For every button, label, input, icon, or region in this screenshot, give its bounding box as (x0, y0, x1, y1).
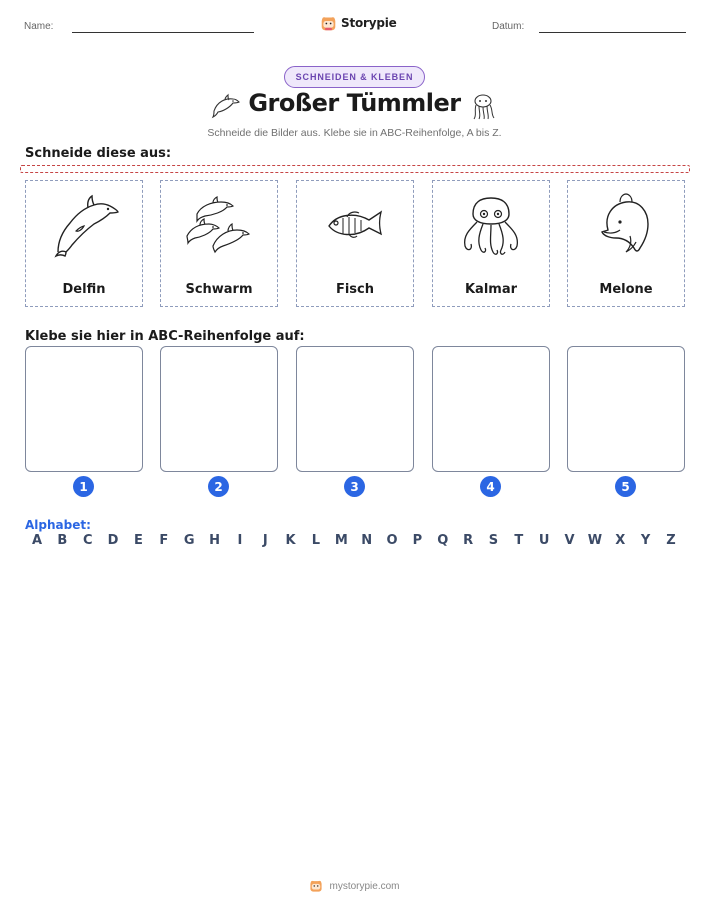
alphabet-letter: J (262, 533, 268, 548)
cut-card-3[interactable] (296, 180, 414, 307)
brand-name: Storypie (341, 16, 397, 30)
slot-number-badge: 2 (208, 476, 229, 497)
alphabet-letter: D (107, 533, 119, 548)
alphabet-letter: W (587, 533, 603, 548)
alphabet-letter: B (57, 533, 68, 548)
cut-card-4[interactable] (432, 180, 550, 307)
instructions: Schneide die Bilder aus. Klebe sie in ABC-Reihenfolge, A bis Z. (207, 127, 502, 139)
alphabet-letter: G (183, 533, 195, 548)
alphabet-letter: U (538, 533, 550, 548)
alphabet-label: Alphabet: (25, 518, 91, 532)
slot-number-badge: 5 (615, 476, 636, 497)
date-label: Datum: (492, 21, 525, 32)
alphabet-letter: K (285, 533, 296, 548)
slot-number-badge: 4 (480, 476, 501, 497)
cut-card-word: Fisch (335, 282, 375, 297)
footer (0, 879, 709, 893)
paste-slot-4[interactable] (432, 346, 550, 472)
cut-card-2[interactable] (160, 180, 278, 307)
alphabet-letter: L (311, 533, 321, 548)
slot-number-badge: 3 (344, 476, 365, 497)
cut-card-1[interactable] (25, 180, 143, 307)
alphabet-letter: X (615, 533, 626, 548)
alphabet-letter: T (514, 533, 524, 548)
alphabet-letter: S (488, 533, 499, 548)
cut-card-word: Melone (599, 282, 653, 297)
paste-slot-5[interactable] (567, 346, 685, 472)
cut-section-label: Schneide diese aus: (25, 146, 172, 161)
name-line[interactable] (72, 32, 254, 33)
brand (320, 13, 397, 33)
alphabet-letter: Y (640, 533, 651, 548)
squid-deco-icon (468, 91, 498, 121)
dolphin-pod-icon (183, 190, 255, 260)
melon-head-icon (590, 190, 662, 260)
activity-badge: SCHNEIDEN & KLEBEN (284, 66, 425, 88)
alphabet-letter: O (386, 533, 398, 548)
paste-section-label: Klebe sie hier in ABC-Reihenfolge auf: (25, 329, 305, 344)
alphabet-row (25, 533, 683, 548)
cut-card-word: Schwarm (185, 282, 253, 297)
cut-line (20, 165, 690, 173)
alphabet-letter: H (209, 533, 220, 548)
cut-card-5[interactable] (567, 180, 685, 307)
alphabet-letter: P (412, 533, 423, 548)
storypie-logo-icon (320, 15, 337, 32)
alphabet-letter: M (334, 533, 348, 548)
name-label: Name: (24, 21, 54, 32)
alphabet-letter: N (361, 533, 373, 548)
paste-slot-1[interactable] (25, 346, 143, 472)
alphabet-letter: F (159, 533, 169, 548)
alphabet-letter: Z (666, 533, 676, 548)
alphabet-letter: R (463, 533, 474, 548)
alphabet-letter: C (82, 533, 93, 548)
slot-number-badge: 1 (73, 476, 94, 497)
page-title: Großer Tümmler (248, 89, 461, 117)
alphabet-letter: I (237, 533, 243, 548)
dolphin-icon (48, 190, 120, 260)
fish-icon (319, 190, 391, 260)
alphabet-letter: V (564, 533, 575, 548)
alphabet-letter: A (31, 533, 43, 548)
cut-card-word: Kalmar (464, 282, 518, 297)
date-line[interactable] (539, 32, 686, 33)
cut-card-word: Delfin (62, 282, 106, 297)
paste-slot-2[interactable] (160, 346, 278, 472)
squid-icon (455, 190, 527, 260)
storypie-logo-icon (309, 879, 323, 893)
footer-url[interactable]: mystorypie.com (329, 880, 400, 892)
alphabet-letter: E (133, 533, 143, 548)
paste-slot-3[interactable] (296, 346, 414, 472)
alphabet-letter: Q (437, 533, 449, 548)
